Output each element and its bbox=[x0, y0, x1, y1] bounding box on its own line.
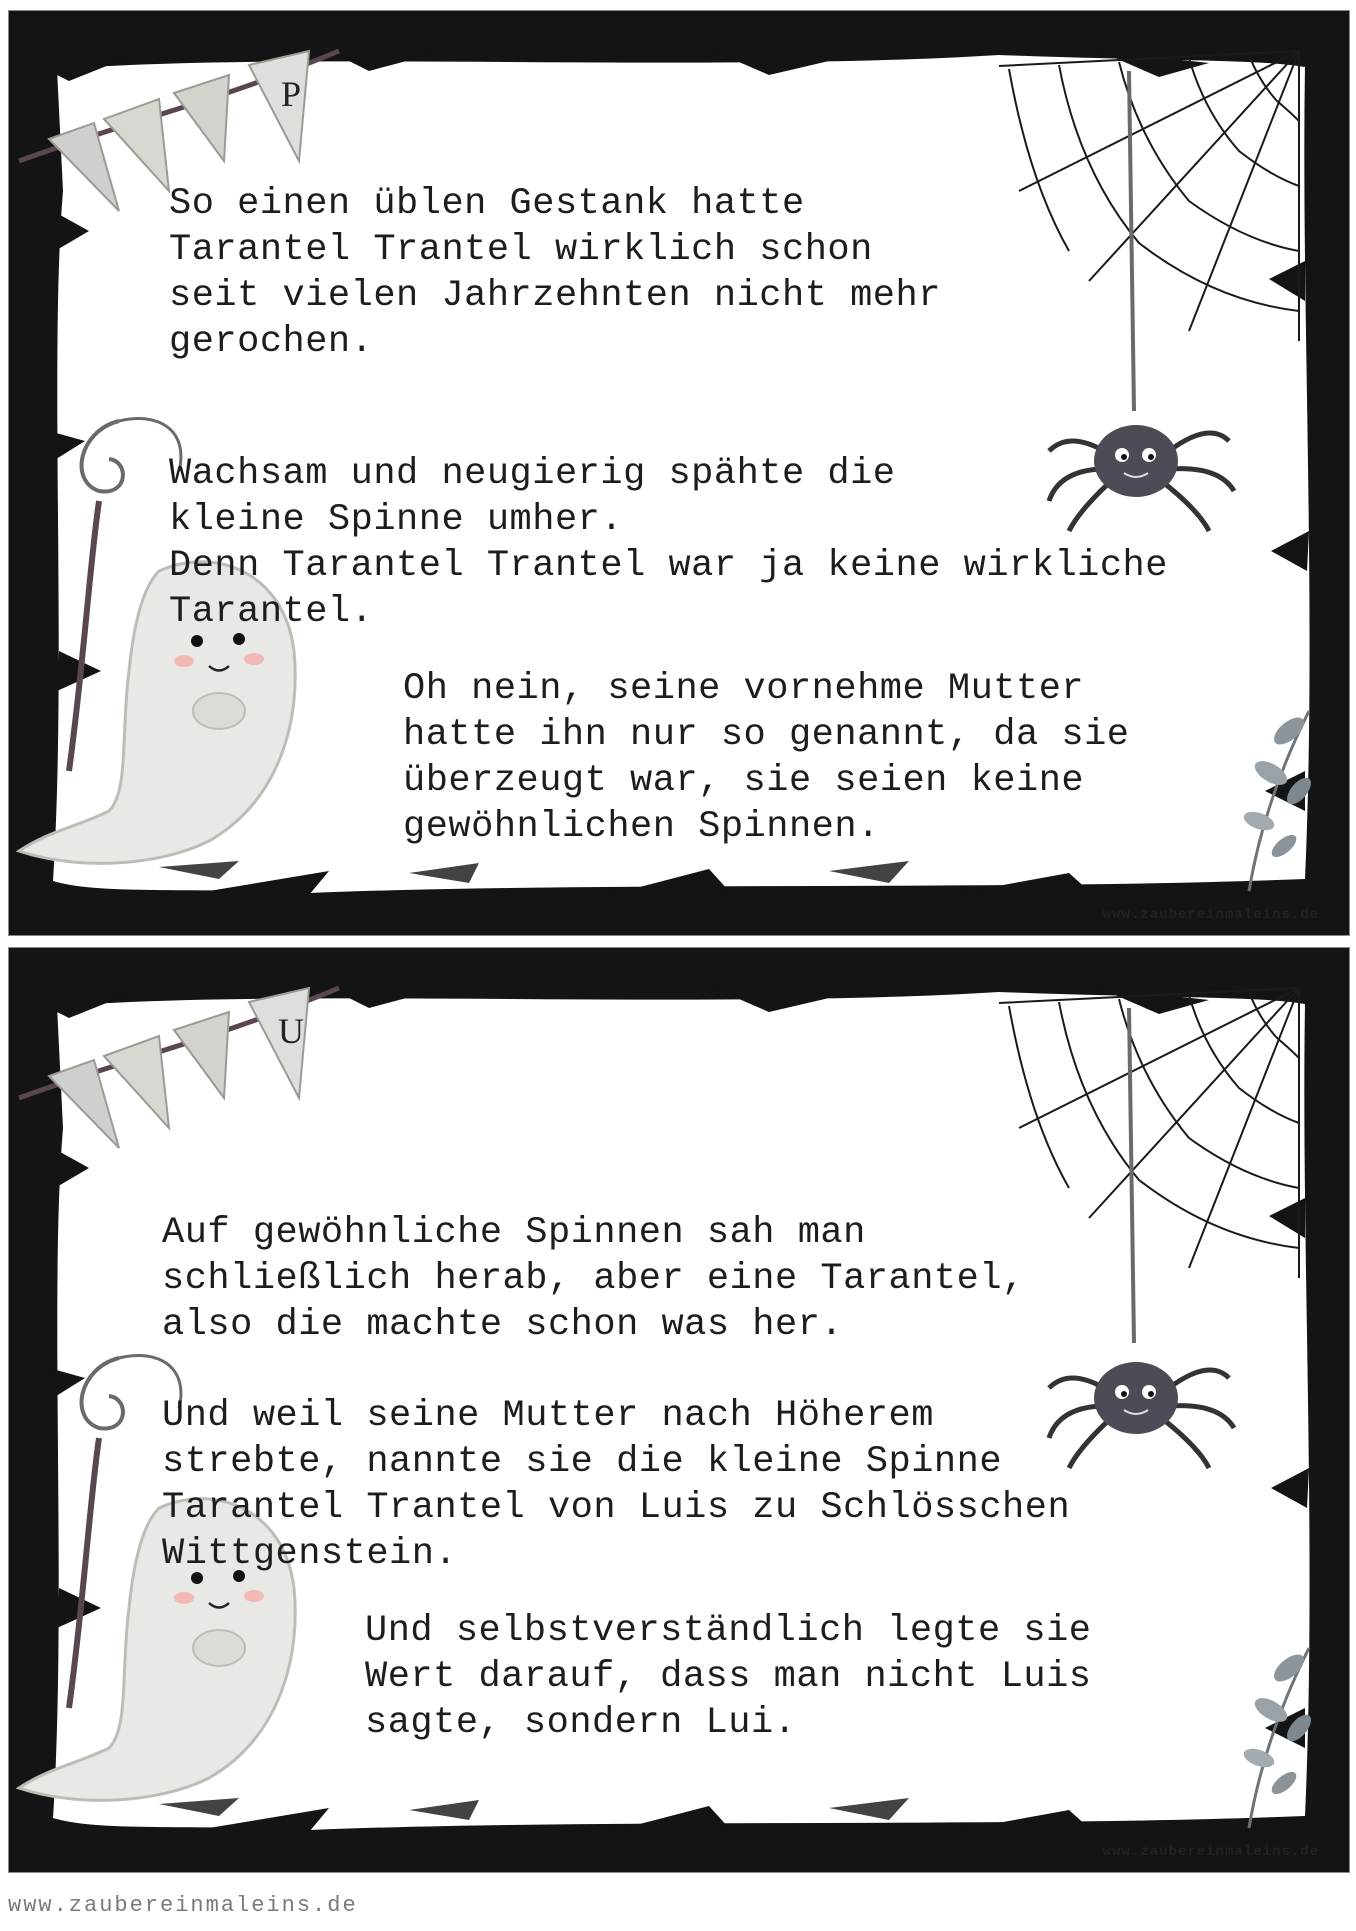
card-website-label: www.zaubereinmaleins.de bbox=[1102, 907, 1319, 923]
story-paragraph: Wachsam und neugierig spähte die kleine Spinne umher. Denn Tarantel Trantel war ja keine wirkliche Tarantel. bbox=[169, 453, 1168, 633]
card-letter: U bbox=[278, 1011, 304, 1051]
story-paragraph: Und selbstverständlich legte sie Wert darauf, dass man nicht Luis sagte, sondern Lui. bbox=[365, 1610, 1092, 1744]
story-card-1 bbox=[8, 10, 1350, 936]
spider-illustration bbox=[1049, 1008, 1234, 1468]
story-card-2 bbox=[8, 947, 1350, 1873]
spider-web bbox=[999, 51, 1299, 341]
page-footer-website: www.zaubereinmaleins.de bbox=[8, 1893, 358, 1918]
card-website-label: www.zaubereinmaleins.de bbox=[1102, 1844, 1319, 1860]
spider-web bbox=[999, 988, 1299, 1278]
story-paragraph: So einen üblen Gestank hatte Tarantel Trantel wirklich schon seit vielen Jahrzehnten nicht mehr gerochen. bbox=[169, 183, 941, 363]
card-letter: P bbox=[280, 74, 302, 114]
story-paragraph: Auf gewöhnliche Spinnen sah man schließlich herab, aber eine Tarantel, also die machte schon was her. bbox=[162, 1212, 1025, 1346]
story-paragraph: Und weil seine Mutter nach Höherem strebte, nannte sie die kleine Spinne Tarantel Trantel von Luis zu Schlösschen Wittgenstein. bbox=[162, 1395, 1071, 1575]
story-paragraph: Oh nein, seine vornehme Mutter hatte ihn nur so genannt, da sie überzeugt war, sie seien keine gewöhnlichen Spinnen. bbox=[403, 668, 1130, 848]
